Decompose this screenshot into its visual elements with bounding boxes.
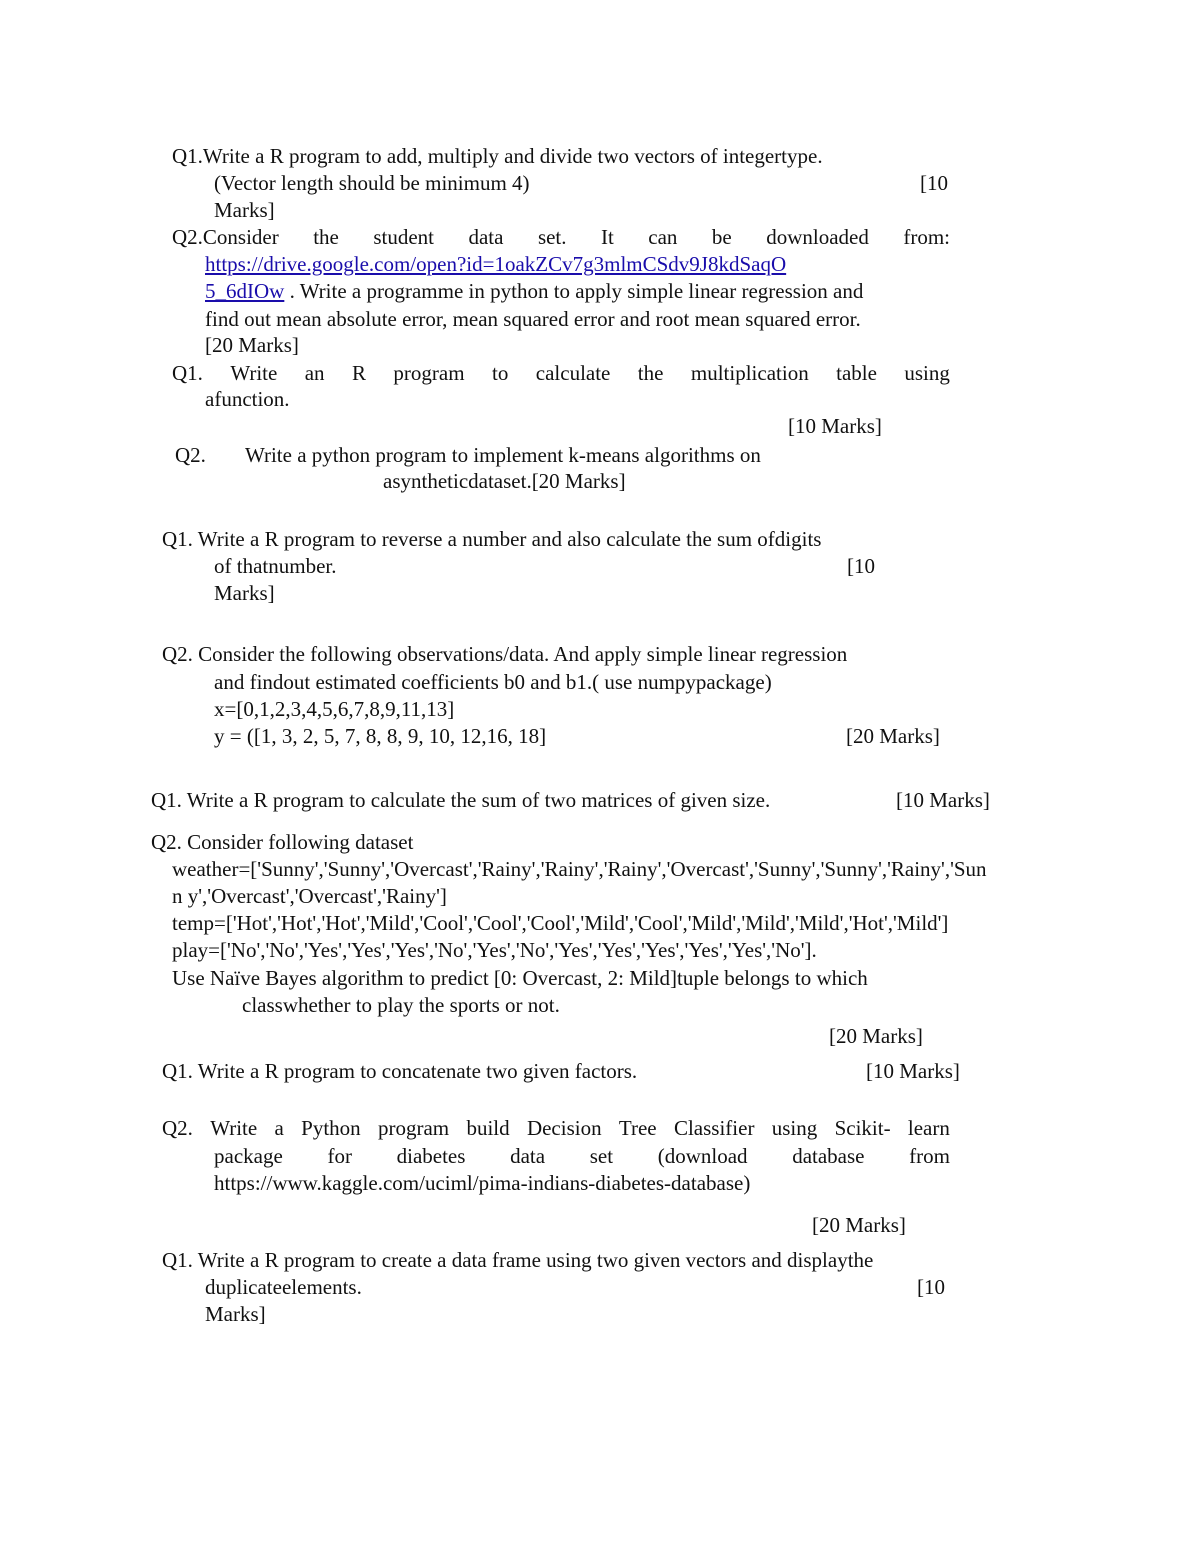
set1-q2-line1 xyxy=(172,224,950,251)
word: learn xyxy=(907,1116,950,1140)
word: It xyxy=(600,225,614,249)
set4-q2-use2: classwhether to play the sports or not. xyxy=(242,993,560,1017)
set2-q1-marks: [10 Marks] xyxy=(788,414,882,438)
set4-q2-line1: Q2. Consider following dataset xyxy=(151,830,414,854)
dataset-link-part2[interactable]: 5_6dIOw xyxy=(205,279,285,303)
set3-q2-line1: Q2. Consider the following observations/data. And apply simple linear regression xyxy=(162,642,848,666)
set3-q1-line2: of thatnumber. xyxy=(214,554,337,578)
word: database xyxy=(792,1144,865,1168)
word: R xyxy=(351,361,366,385)
set1-q1-marks-open: [10 xyxy=(920,171,948,195)
word: table xyxy=(836,361,877,385)
word: using xyxy=(771,1116,818,1140)
set1-q2-line4: find out mean absolute error, mean squared error and root mean squared error. xyxy=(205,307,861,331)
set5-q1-marks: [10 Marks] xyxy=(866,1059,960,1083)
word: can xyxy=(648,225,678,249)
word: (download xyxy=(657,1144,748,1168)
word: build xyxy=(466,1116,510,1140)
set2-q1-line2: afunction. xyxy=(205,387,290,411)
set4-q1-marks: [10 Marks] xyxy=(896,788,990,812)
word: the xyxy=(313,225,339,249)
set5-q2-line1 xyxy=(162,1115,950,1142)
word: from xyxy=(909,1144,950,1168)
set3-q2-marks: [20 Marks] xyxy=(846,724,940,748)
set3-q2-x: x=[0,1,2,3,4,5,6,7,8,9,11,13] xyxy=(214,697,455,721)
word: program xyxy=(393,361,465,385)
set1-q2-line3 xyxy=(205,278,863,305)
set2-q2-label: Q2. xyxy=(175,443,206,467)
word: Write xyxy=(210,1116,258,1140)
word: Q2.Consider xyxy=(172,225,279,249)
set4-q1-line1: Q1. Write a R program to calculate the sum of two matrices of given size. xyxy=(151,788,771,812)
set4-q2-use1: Use Naïve Bayes algorithm to predict [0: Overcast, 2: Mild]tuple belongs to which xyxy=(172,966,868,990)
set2-q2-line1: Write a python program to implement k-means algorithms on xyxy=(245,443,761,467)
set6-q1-marks-close: Marks] xyxy=(205,1302,266,1326)
word: Q2. xyxy=(162,1116,193,1140)
word: Scikit- xyxy=(834,1116,891,1140)
set6-q1-line1: Q1. Write a R program to create a data frame using two given vectors and displaythe xyxy=(162,1248,874,1272)
word: program xyxy=(377,1116,450,1140)
set3-q2-y: y = ([1, 3, 2, 5, 7, 8, 8, 9, 10, 12,16, 18] xyxy=(214,724,547,748)
set3-q1-marks-close: Marks] xyxy=(214,581,275,605)
word: calculate xyxy=(535,361,611,385)
word: the xyxy=(637,361,664,385)
set4-q2-marks: [20 Marks] xyxy=(829,1024,923,1048)
word: downloaded xyxy=(766,225,869,249)
word: be xyxy=(711,225,732,249)
set2-q2-line2: asyntheticdataset.[20 Marks] xyxy=(383,469,626,493)
word: Classifier xyxy=(673,1116,755,1140)
word: data xyxy=(468,225,504,249)
set3-q1-line1: Q1. Write a R program to reverse a number and also calculate the sum ofdigits xyxy=(162,527,822,551)
word: set xyxy=(589,1144,614,1168)
word: package xyxy=(214,1144,283,1168)
set4-q2-temp: temp=['Hot','Hot','Hot','Mild','Cool','Cool','Cool','Mild','Cool','Mild','Mild','Mild','Hot','Mild'] xyxy=(172,911,949,935)
set1-q2-line3-rest: . Write a programme in python to apply simple linear regression and xyxy=(284,279,864,303)
set1-q2-marks: [20 Marks] xyxy=(205,333,299,357)
word: using xyxy=(904,361,950,385)
dataset-link-part1[interactable]: https://drive.google.com/open?id=1oakZCv7g3mlmCSdv9J8kdSaqO xyxy=(205,252,787,276)
set1-q1-line1: Q1.Write a R program to add, multiply and divide two vectors of integertype. xyxy=(172,144,823,168)
word: an xyxy=(304,361,325,385)
set1-q1-text: (Vector length should be minimum 4) xyxy=(214,171,530,195)
word: Decision xyxy=(526,1116,602,1140)
word: multiplication xyxy=(690,361,809,385)
word: set. xyxy=(537,225,567,249)
set1-q1-line2 xyxy=(214,170,948,197)
word: Tree xyxy=(618,1116,657,1140)
set6-q1-line2: duplicateelements. xyxy=(205,1275,362,1299)
word: for xyxy=(327,1144,352,1168)
word: Q1. xyxy=(172,361,203,385)
set4-q2-weather1: weather=['Sunny','Sunny','Overcast','Rainy','Rainy','Rainy','Overcast','Sunny','Sunny','Rainy','Sun xyxy=(172,857,987,881)
set4-q2-weather2: n y','Overcast','Overcast','Rainy'] xyxy=(172,884,447,908)
set4-q2-play: play=['No','No','Yes','Yes','Yes','No','Yes','No','Yes','Yes','Yes','Yes','Yes','No']. xyxy=(172,938,817,962)
word: to xyxy=(492,361,509,385)
word: Python xyxy=(301,1116,361,1140)
set1-q2-link-line[interactable] xyxy=(205,251,786,278)
word: a xyxy=(274,1116,284,1140)
set2-q1-line1 xyxy=(172,360,950,387)
set6-q1-marks-open: [10 xyxy=(917,1275,945,1299)
set3-q2-line2: and findout estimated coefficients b0 and b1.( use numpypackage) xyxy=(214,670,772,694)
set5-q2-line3: https://www.kaggle.com/uciml/pima-indians-diabetes-database) xyxy=(214,1171,751,1195)
word: student xyxy=(373,225,435,249)
set5-q1-line1: Q1. Write a R program to concatenate two given factors. xyxy=(162,1059,638,1083)
word: Write xyxy=(230,361,278,385)
set5-q2-line2 xyxy=(214,1143,950,1170)
word: diabetes xyxy=(396,1144,466,1168)
word: data xyxy=(510,1144,546,1168)
set3-q1-marks-open: [10 xyxy=(847,554,875,578)
set5-q2-marks: [20 Marks] xyxy=(812,1213,906,1237)
word: from: xyxy=(903,225,950,249)
set1-q1-marks-close: Marks] xyxy=(214,198,275,222)
